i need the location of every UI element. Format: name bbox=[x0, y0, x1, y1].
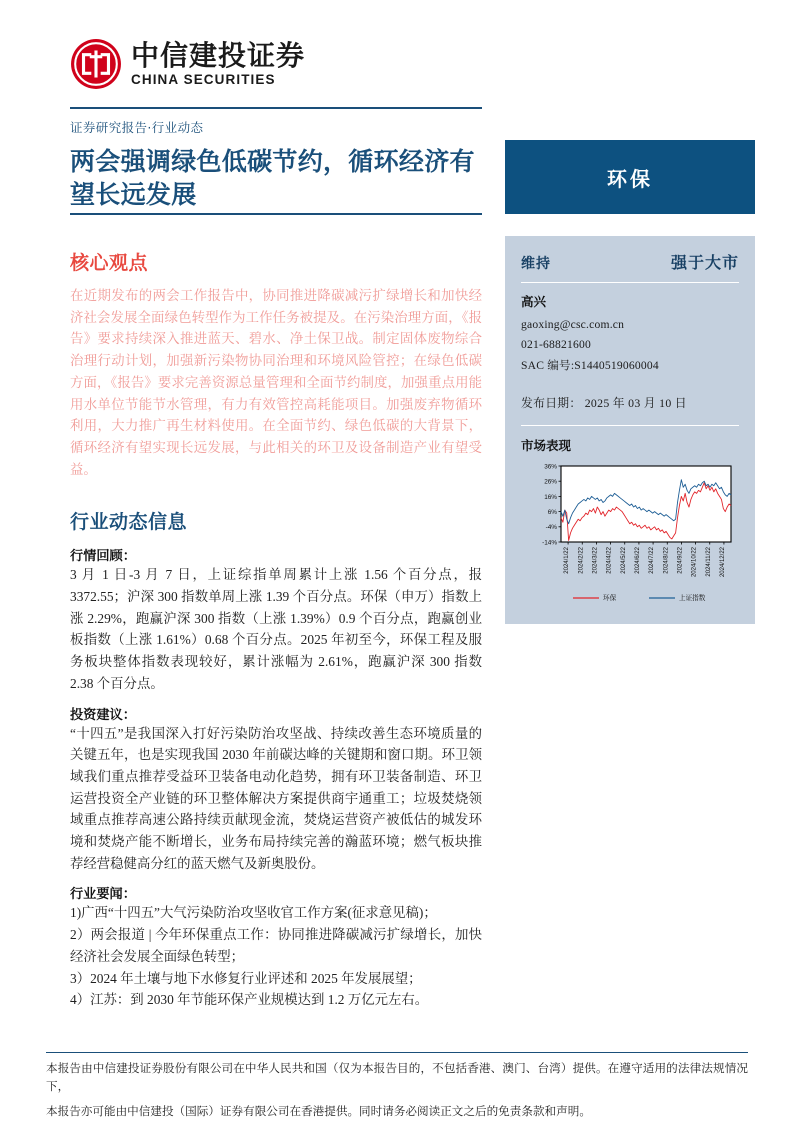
analyst-block bbox=[521, 283, 739, 376]
chart-y-tick-label: -14% bbox=[542, 539, 557, 547]
chart-x-tick-label: 2024/4/22 bbox=[606, 546, 613, 574]
chart-x-tick-label: 2024/1/22 bbox=[564, 546, 571, 574]
investment-advice-label: 投资建议： bbox=[70, 707, 136, 723]
footer-divider bbox=[46, 1052, 748, 1053]
chart-x-tick-label: 2024/6/22 bbox=[634, 546, 641, 574]
chart-x-tick-label: 2024/12/22 bbox=[719, 546, 726, 577]
list-item: 2）两会报道 | 今年环保重点工作：协同推进降碳减污扩绿增长，加快经济社会发展全面绿色转型； bbox=[70, 927, 482, 964]
analyst-name: 高兴 bbox=[521, 294, 547, 309]
market-performance-chart bbox=[521, 460, 739, 608]
chart-legend-label: 上证指数 bbox=[679, 593, 706, 602]
breadcrumb: 证券研究报告·行业动态 bbox=[70, 120, 204, 135]
core-view-text: 在近期发布的两会工作报告中，协同推进降碳减污扩绿增长和加快经济社会发展全面绿色转型作为工作任务被提及。在污染治理方面，《报告》要求持续深入推进蓝天、碧水、净土保卫战。制定固体废物综合治理行动计划，加强新污染物协同治理和环境风险管控；在绿色低碳方面，《报告》要求完善资源总量管理和全面节约制度，加强重点用能用水单位节能节水管理，有力有效管控高耗能项目。加强废弃物循环利用，大力推广再生材料使用。在全面节约、绿色低碳的大背景下，循环经济有望实现长远发展，与此相关的环卫及设备制造产业有望受益。 bbox=[70, 288, 482, 477]
company-logo bbox=[70, 36, 482, 92]
rating-status: 维持 bbox=[521, 256, 551, 272]
industry-highlights-label: 行业要闻： bbox=[70, 887, 136, 903]
rating-row bbox=[521, 250, 739, 282]
chart-y-tick-label: 36% bbox=[544, 463, 557, 471]
chart-x-tick-label: 2024/9/22 bbox=[677, 546, 684, 574]
title-divider bbox=[70, 213, 482, 215]
publish-date: 发布日期： 2025 年 03 月 10 日 bbox=[521, 395, 687, 410]
list-item: 3）2024 年土壤与地下水修复行业评述和 2025 年发展展望； bbox=[70, 970, 422, 986]
list-item: 4）江苏：到 2030 年节能环保产业规模达到 1.2 万亿元左右。 bbox=[70, 992, 429, 1008]
chart-y-tick-label: 6% bbox=[547, 508, 557, 516]
analyst-phone: 021-68821600 bbox=[521, 338, 592, 352]
analyst-sac-number: SAC 编号:S1440519060004 bbox=[521, 358, 659, 372]
chart-plot-area bbox=[561, 466, 731, 542]
chart-legend bbox=[573, 593, 706, 602]
chart-x-tick-label: 2024/2/22 bbox=[578, 546, 585, 574]
sidebar bbox=[505, 140, 755, 624]
chart-x-axis-labels bbox=[564, 542, 726, 577]
chart-x-tick-label: 2024/8/22 bbox=[663, 546, 670, 574]
sector-banner bbox=[505, 140, 755, 214]
chart-x-tick-label: 2024/10/22 bbox=[691, 546, 698, 577]
industry-news-heading: 行业动态信息 bbox=[70, 511, 188, 534]
chart-svg bbox=[521, 460, 739, 608]
chart-y-tick-label: -4% bbox=[545, 524, 557, 532]
citic-logo-icon bbox=[70, 38, 122, 90]
left-content-column bbox=[70, 36, 482, 1011]
market-review-label: 行情回顾： bbox=[70, 549, 136, 565]
logo-text-en: CHINA SECURITIES bbox=[131, 71, 276, 87]
page-footer bbox=[46, 1052, 748, 1121]
chart-y-tick-label: 16% bbox=[544, 493, 557, 501]
market-review-text: 3 月 1 日-3 月 7 日，上证综指单周累计上涨 1.56 个百分点，报 3372.55；沪深 300 指数单周上涨 1.39 个百分点。环保（申万）指数上涨 2.29%，跑赢沪深 300 指数（上涨 1.39%）0.9 个百分点，跑赢创业板指数（上涨 1.61%）0.68 个百分点。2025 年初至今，环保工程及服务板块整体指数表现较好，累计涨幅为 2.61%，跑赢沪深 300 指数 2.38 个百分点。 bbox=[70, 567, 482, 691]
chart-y-tick-label: 26% bbox=[544, 478, 557, 486]
sector-name: 环保 bbox=[607, 166, 653, 191]
analyst-email[interactable]: gaoxing@csc.com.cn bbox=[521, 318, 625, 331]
sidebar-info-panel bbox=[505, 236, 755, 624]
footer-disclaimer-line-1: 本报告由中信建投证券股份有限公司在中华人民共和国（仅为本报告目的，不包括香港、澳门、台湾）提供。在遵守适用的法律法规情况下， bbox=[46, 1062, 748, 1093]
status-badge: 强于大市 bbox=[670, 253, 739, 272]
chart-x-tick-label: 2024/11/22 bbox=[705, 546, 712, 577]
core-view-heading: 核心观点 bbox=[70, 252, 149, 274]
chart-x-tick-label: 2024/7/22 bbox=[649, 546, 656, 574]
market-performance-title: 市场表现 bbox=[521, 437, 572, 453]
header-divider bbox=[70, 107, 482, 109]
chart-legend-label: 环保 bbox=[603, 593, 617, 602]
list-item: 1)广西“十四五”大气污染防治攻坚收官工作方案(征求意见稿)； bbox=[70, 905, 437, 921]
chart-x-tick-label: 2024/5/22 bbox=[620, 546, 627, 574]
logo-text-cn: 中信建投证券 bbox=[131, 38, 306, 72]
chart-x-tick-label: 2024/3/22 bbox=[592, 546, 599, 574]
chart-y-axis-labels bbox=[542, 463, 561, 546]
investment-advice-text: “十四五”是我国深入打好污染防治攻坚战、持续改善生态环境质量的关键五年，也是实现我国 2030 年前碳达峰的关键期和窗口期。环卫领域我们重点推荐受益环卫装备电动化趋势，拥有环卫装备制造、环卫运营投资全产业链的环卫整体解决方案提供商宇通重工；垃圾焚烧领域重点推荐高速公路持续贡献现金流，焚烧运营资产被低估的城发环境和焚烧产能不断增长，业务布局持续完善的瀚蓝环境；燃气板块推荐经营稳健高分红的蓝天燃气及新奥股份。 bbox=[70, 725, 482, 871]
page-title: 两会强调绿色低碳节约，循环经济有望长远发展 bbox=[70, 147, 475, 209]
footer-disclaimer-line-2: 本报告亦可能由中信建投（国际）证券有限公司在香港提供。同时请务必阅读正文之后的免责条款和声明。 bbox=[46, 1104, 591, 1118]
